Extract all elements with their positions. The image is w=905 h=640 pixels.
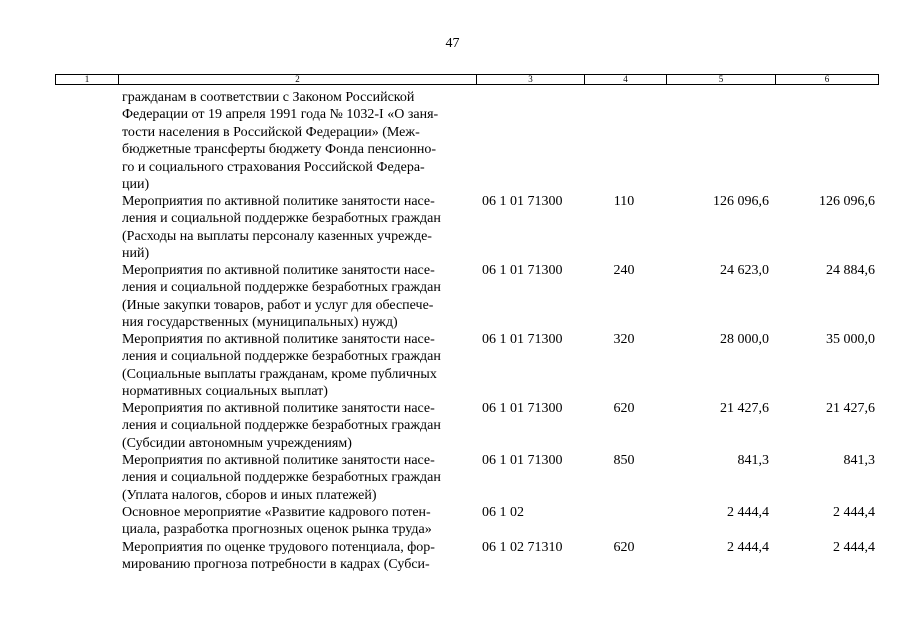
expense-type-code: 850 bbox=[613, 453, 635, 468]
target-article-code: 06 1 01 71300 bbox=[482, 453, 563, 468]
description-line: (Социальные выплаты гражданам, кроме публичных bbox=[122, 366, 437, 382]
description-line: ния государственных (муниципальных) нужд) bbox=[122, 315, 398, 331]
row-description bbox=[122, 89, 474, 193]
column-header-4: 4 bbox=[584, 75, 666, 84]
target-article-code: 06 1 02 71310 bbox=[482, 540, 563, 555]
amount-year-2: 24 884,6 bbox=[826, 263, 875, 278]
description-line: тости населения в Российской Федерации» (Меж- bbox=[122, 124, 420, 140]
expense-type-code: 620 bbox=[613, 401, 635, 416]
description-line: (Расходы на выплаты персоналу казенных учрежде- bbox=[122, 228, 432, 244]
expense-type-code: 240 bbox=[613, 263, 635, 278]
amount-year-2: 2 444,4 bbox=[833, 505, 875, 520]
row-description bbox=[122, 539, 474, 574]
expense-type-code: 320 bbox=[613, 332, 635, 347]
description-line: нормативных социальных выплат) bbox=[122, 384, 328, 400]
description-line: Мероприятия по активной политике занятости насе- bbox=[122, 332, 435, 347]
amount-year-2: 35 000,0 bbox=[826, 332, 875, 347]
column-header-2: 2 bbox=[118, 75, 476, 84]
column-header-3: 3 bbox=[476, 75, 584, 84]
table-header-row bbox=[55, 74, 879, 85]
description-line: ления и социальной поддержке безработных граждан bbox=[122, 211, 441, 227]
description-line: Мероприятия по активной политике занятости насе- bbox=[122, 453, 435, 468]
amount-year-1: 2 444,4 bbox=[727, 540, 769, 555]
amount-year-1: 841,3 bbox=[737, 453, 769, 468]
target-article-code: 06 1 01 71300 bbox=[482, 194, 563, 209]
amount-year-1: 21 427,6 bbox=[720, 401, 769, 416]
row-description bbox=[122, 400, 474, 452]
description-line: Мероприятия по оценке трудового потенциала, фор- bbox=[122, 540, 435, 555]
description-line: Основное мероприятие «Развитие кадрового потен- bbox=[122, 505, 431, 520]
column-header-5: 5 bbox=[666, 75, 775, 84]
description-line: циала, разработка прогнозных оценок рынка труда» bbox=[122, 522, 432, 538]
target-article-code: 06 1 01 71300 bbox=[482, 263, 563, 278]
target-article-code: 06 1 02 bbox=[482, 505, 524, 520]
description-line: ления и социальной поддержке безработных граждан bbox=[122, 418, 441, 434]
amount-year-1: 126 096,6 bbox=[713, 194, 769, 209]
amount-year-2: 2 444,4 bbox=[833, 540, 875, 555]
amount-year-2: 21 427,6 bbox=[826, 401, 875, 416]
description-line: (Субсидии автономным учреждениям) bbox=[122, 435, 352, 451]
description-line: Мероприятия по активной политике занятости насе- bbox=[122, 401, 435, 416]
row-description bbox=[122, 452, 474, 504]
target-article-code: 06 1 01 71300 bbox=[482, 332, 563, 347]
column-header-1: 1 bbox=[84, 74, 90, 84]
description-line: мированию прогноза потребности в кадрах (Субси- bbox=[122, 557, 430, 573]
column-header-6: 6 bbox=[775, 75, 878, 84]
amount-year-1: 2 444,4 bbox=[727, 505, 769, 520]
description-line: бюджетные трансферты бюджету Фонда пенсионно- bbox=[122, 142, 437, 158]
description-line: Мероприятия по активной политике занятости насе- bbox=[122, 194, 435, 209]
expense-type-code: 620 bbox=[613, 540, 635, 555]
description-line: гражданам в соответствии с Законом Российской bbox=[122, 90, 415, 105]
description-line: ления и социальной поддержке безработных граждан bbox=[122, 470, 441, 486]
description-line: (Иные закупки товаров, работ и услуг для обеспече- bbox=[122, 297, 434, 313]
row-description bbox=[122, 193, 474, 263]
row-description bbox=[122, 504, 474, 539]
description-line: ления и социальной поддержке безработных граждан bbox=[122, 280, 441, 296]
amount-year-1: 28 000,0 bbox=[720, 332, 769, 347]
expense-type-code: 110 bbox=[613, 194, 635, 209]
target-article-code: 06 1 01 71300 bbox=[482, 401, 563, 416]
amount-year-2: 126 096,6 bbox=[819, 194, 875, 209]
description-line: Мероприятия по активной политике занятости насе- bbox=[122, 263, 435, 278]
description-line: (Уплата налогов, сборов и иных платежей) bbox=[122, 487, 377, 503]
page-number: 47 bbox=[445, 36, 460, 51]
description-line: ции) bbox=[122, 177, 150, 193]
row-description bbox=[122, 331, 474, 401]
description-line: Федерации от 19 апреля 1991 года № 1032-I «О заня- bbox=[122, 107, 439, 123]
row-description bbox=[122, 262, 474, 332]
amount-year-1: 24 623,0 bbox=[720, 263, 769, 278]
description-line: ления и социальной поддержке безработных граждан bbox=[122, 349, 441, 365]
description-line: ний) bbox=[122, 246, 150, 262]
amount-year-2: 841,3 bbox=[843, 453, 875, 468]
description-line: го и социального страхования Российской Федера- bbox=[122, 159, 425, 175]
